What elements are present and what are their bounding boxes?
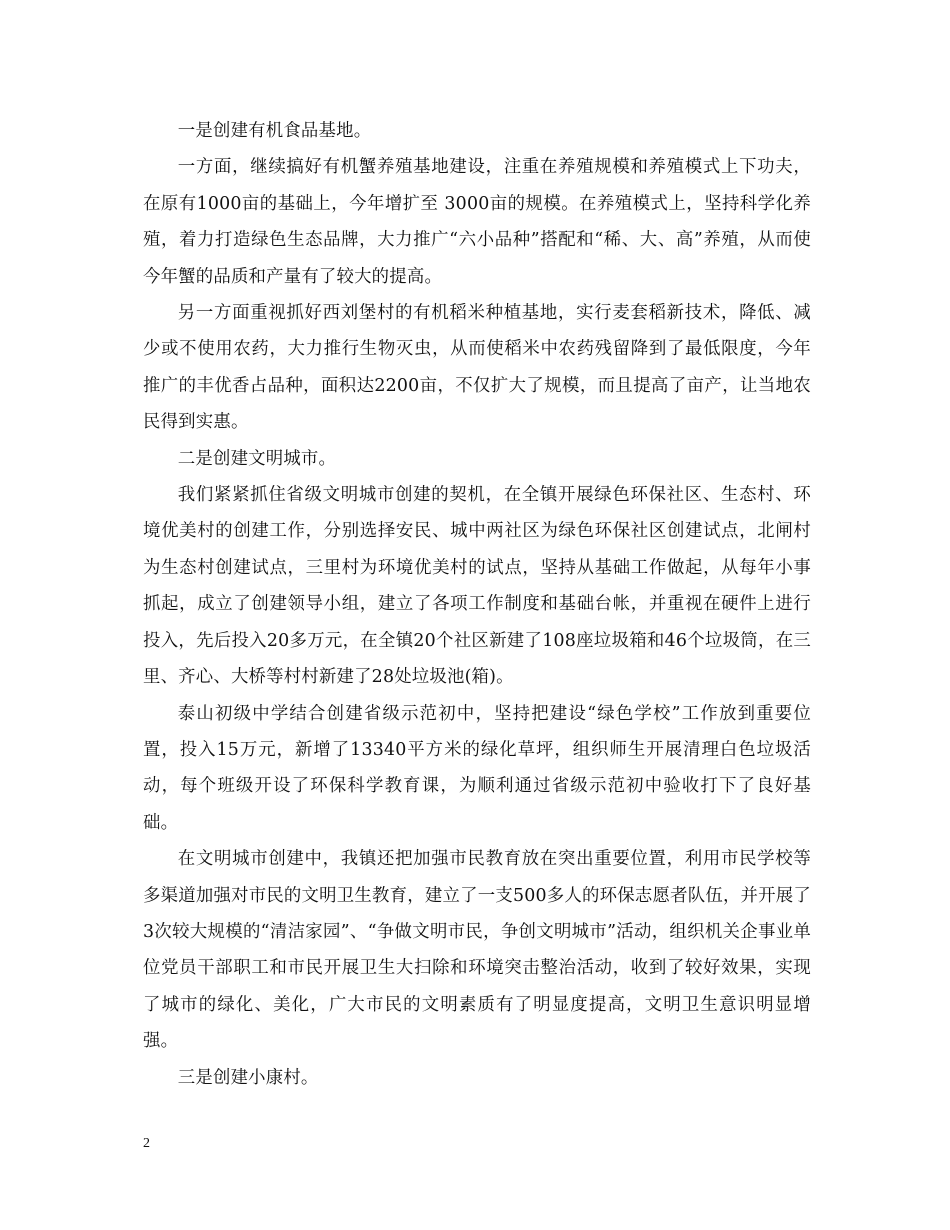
paragraph-organic-rice: 另一方面重视抓好西刘堡村的有机稻米种植基地，实行麦套稻新技术，降低、减少或不使用农药，大力推行生物灭虫，从而使稻米中农药残留降到了最低限度，今年推广的丰优香占品种，面积达2200亩，不仅扩大了规模，而且提高了亩产，让当地农民得到实惠。: [143, 303, 811, 433]
section-heading-organic-food-base: 一是创建有机食品基地。: [177, 121, 372, 141]
paragraph-crab-farming: 一方面，继续搞好有机蟹养殖基地建设，注重在养殖规模和养殖模式上下功夫，在原有1000亩的基础上，今年增扩至 3000亩的规模。在养殖模式上，坚持科学化养殖，着力打造绿色生态品牌，大力推广“六小品种”搭配和“稀、大、高”养殖，从而使今年蟹的品质和产量有了较大的提高。: [143, 157, 811, 287]
document-body: [143, 113, 811, 1096]
section-heading-civilized-city: 二是创建文明城市。: [177, 448, 337, 469]
paragraph-green-school: 泰山初级中学结合创建省级示范初中，坚持把建设“绿色学校”工作放到重要位置，投入15万元，新增了13340平方米的绿化草坪，组织师生开展清理白色垃圾活动，每个班级开设了环保科学教育课，为顺利通过省级示范初中验收打下了良好基础。: [143, 703, 811, 833]
section-heading-well-off-village: 三是创建小康村。: [177, 1067, 319, 1088]
page-number: 2: [143, 1136, 150, 1151]
paragraph-citizen-education: 在文明城市创建中，我镇还把加强市民教育放在突出重要位置，利用市民学校等多渠道加强对市民的文明卫生教育，建立了一支500多人的环保志愿者队伍，并开展了3次较大规模的“清洁家园”、“争做文明市民，争创文明城市”活动，组织机关企事业单位党员干部职工和市民开展卫生大扫除和环境突击整治活动，收到了较好效果，实现了城市的绿化、美化，广大市民的文明素质有了明显度提高，文明卫生意识明显增强。: [143, 849, 811, 1052]
paragraph-community-creation: 我们紧紧抓住省级文明城市创建的契机，在全镇开展绿色环保社区、生态村、环境优美村的创建工作，分别选择安民、城中两社区为绿色环保社区创建试点，北闸村为生态村创建试点，三里村为环境优美村的试点，坚持从基础工作做起，从每年小事抓起，成立了创建领导小组，建立了各项工作制度和基础台帐，并重视在硬件上进行投入，先后投入20多万元，在全镇20个社区新建了108座垃圾箱和46个垃圾筒，在三里、齐心、大桥等村村新建了28处垃圾池(箱)。: [143, 485, 811, 688]
